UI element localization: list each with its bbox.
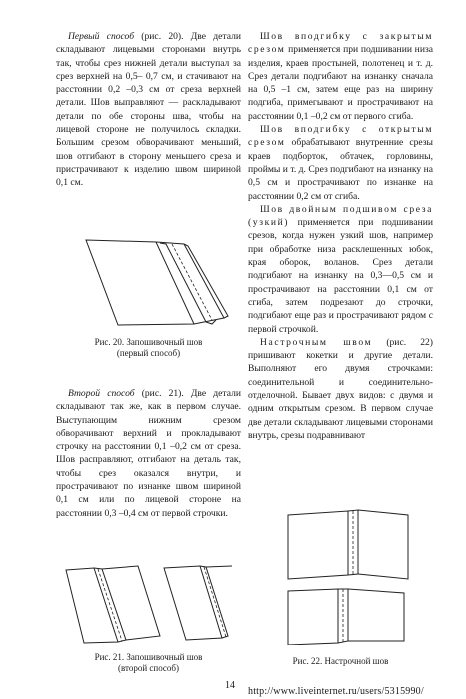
- paragraph-hem-closed: [248, 30, 433, 123]
- first-method-text: (рис. 20). Две детали складывают лицевыми сторонами внутрь так, чтобы срез нижней детали выступал за срез верхней на 0,5– 0,7 см, и стачивают на расстоянии 0,2 –0,3 см от среза верхней детали. Шов выправляют — раскладывают детали по обе стороны шва, чтобы на лицевой стороне не получилось складки. Большим срезом обворачивают меньший, шов отгибают в сторону меньшего среза и пристрачивают к изделию швом шириной 0,1 см.: [56, 31, 241, 189]
- paragraph-second-method: [56, 387, 241, 520]
- figure-21-drawing: [56, 548, 241, 648]
- left-column: [56, 30, 241, 230]
- paragraph-double-hem: [248, 203, 433, 336]
- figure-20-caption-line1: Рис. 20. Запошивочный шов: [94, 337, 203, 347]
- hem-open-text: обрабатывают внутренние срезы краев подборток, обтачек, горловины, проймы и т. д. Срез подгибают на изнанку на 0,5 см и прострачивают по изнанке на расстоянии 0,2 см от сгиба.: [248, 137, 433, 202]
- first-method-lead: Первый способ: [68, 31, 135, 42]
- second-method-lead: Второй способ: [68, 388, 135, 399]
- hem-closed-lead: Шов вподгибку с закрытым срезом: [248, 31, 433, 56]
- figure-20-drawing: [56, 232, 241, 332]
- hem-closed-text: применяется при подшивании низа изделия, краев простыней, полотенец и т. д. Срез детали подгибают на изнанку сначала на 0,5 –1 см, затем еще раз на ширину подгиба, примегывают и прострачивают на расстоянии 0,1 –0,2 см от первого сгиба.: [248, 44, 433, 122]
- hem-open-lead: Шов вподгибку с открытым срезом: [248, 124, 433, 149]
- paragraph-first-method: [56, 30, 241, 190]
- figure-22-caption: Рис. 22. Настрочной шов: [292, 656, 389, 666]
- paragraph-topstitch: [248, 336, 433, 442]
- figure-20-caption: [56, 337, 241, 359]
- double-hem-text: применяется при подшивании срезов, когда нужен узкий шов, например при обработке низа расклешенных юбок, края оборок, воланов. Срез детали подгибают на изнанку на 0,3—0,5 см и прострачивают на расстоянии 0,1 см от сгиба, затем подрезают до строчки, подгибают еще раз и прострачивают рядом с первой строчкой.: [248, 217, 433, 335]
- second-method-text: (рис. 21). Две детали складывают так же, как в первом случае. Выступающим нижним срезом обворачивают верхний и прокладывают строчку на расстоянии 0,1 –0,2 см от среза. Шов расправляют, отгибают на деталь так, чтобы срез оказался внутри, и прострачивают по изнанке швом шириной 0,1 см или по лицевой стороне на расстоянии 0,3 –0,4 см от первой строчки.: [56, 388, 241, 519]
- topstitch-lead: Настрочным швом: [260, 336, 373, 348]
- figure-22-drawing: [248, 505, 433, 645]
- figure-21-caption-line1: Рис. 21. Запошивочный шов: [94, 652, 203, 662]
- page-number: 14: [225, 680, 235, 691]
- figure-21-caption-line2: (второй способ): [117, 663, 179, 673]
- topstitch-text: (рис. 22) пришивают кокетки и другие детали. Выполняют его двумя строчками: соединительной и соединительно-отделочной. Бывает двух видов: с двумя и одним открытым срезом. В первом случае две детали складывают лицевыми сторонами внутрь, срезы подравнивают: [248, 336, 433, 441]
- left-column-lower: [56, 387, 241, 520]
- figure-20-caption-line2: (первый способ): [116, 348, 181, 358]
- double-hem-lead: Шов двойным подшивом среза (узкий): [248, 203, 433, 229]
- paragraph-hem-open: [248, 123, 433, 203]
- figure-21-caption: [56, 652, 241, 674]
- watermark-url[interactable]: http://www.liveinternet.ru/users/5315990/: [248, 686, 424, 697]
- right-column: [248, 30, 433, 442]
